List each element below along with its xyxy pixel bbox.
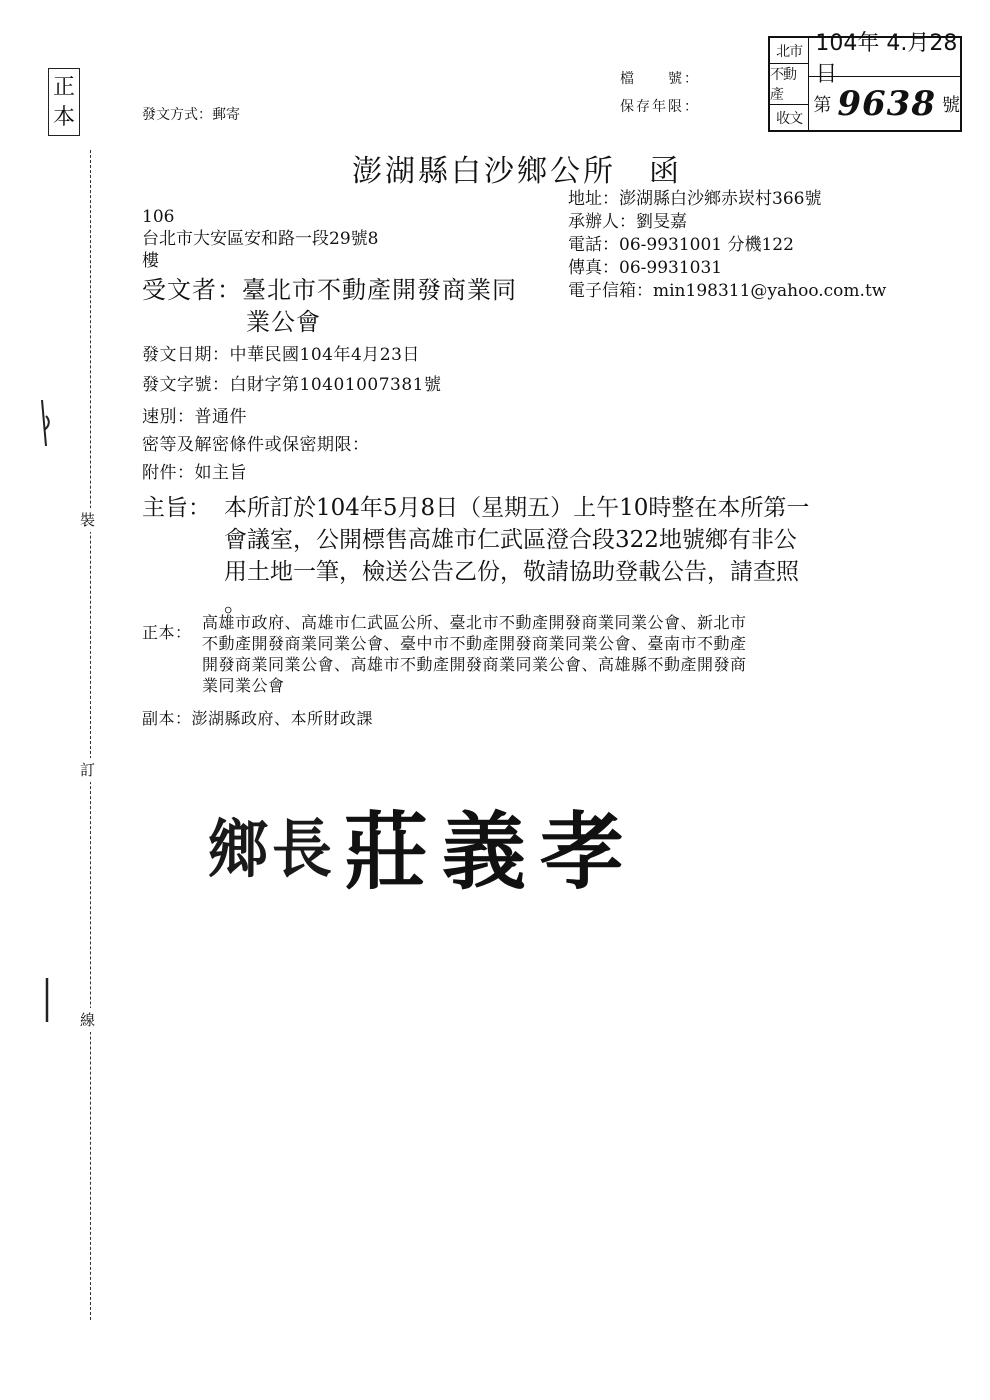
recipient-address-line: 台北市大安區安和路一段29號8 bbox=[142, 229, 379, 249]
original-recipients-line: 高雄市政府、高雄市仁武區公所、臺北市不動產開發商業同業公會、新北市 bbox=[202, 613, 747, 632]
recipient-name: 臺北市不動產開發商業同 bbox=[242, 276, 517, 304]
subject-line: 本所訂於104年5月8日（星期五）上午10時整在本所第一 bbox=[224, 495, 810, 521]
sender-address: 地址：澎湖縣白沙鄉赤崁村366號 bbox=[568, 189, 822, 209]
original-recipients-line: 不動產開發商業同業公會、臺中市不動產開發商業同業公會、臺南市不動產 bbox=[202, 634, 747, 653]
recipient-label: 受文者： bbox=[142, 276, 242, 304]
stamp-number: 9638 bbox=[837, 83, 936, 124]
recipient-zip: 106 bbox=[142, 207, 175, 227]
signature-name: 莊義孝 bbox=[344, 801, 639, 901]
original-recipients-label: 正本： bbox=[142, 623, 192, 642]
document-title: 澎湖縣白沙鄉公所 函 bbox=[352, 154, 682, 189]
original-recipients bbox=[202, 612, 747, 696]
sender-fax: 傳真：06-9931031 bbox=[568, 258, 723, 278]
sender-phone: 電話：06-9931001 分機122 bbox=[568, 235, 794, 255]
pen-stroke-icon bbox=[40, 976, 54, 1026]
original-recipients-line: 業同業公會 bbox=[202, 676, 285, 695]
original-copy-label: 正本 bbox=[48, 68, 80, 136]
stamp-date: 104年 4.月28日 bbox=[809, 38, 960, 77]
pen-mark-icon bbox=[36, 396, 56, 452]
file-number-label: 檔 號： bbox=[620, 71, 700, 87]
receipt-stamp bbox=[768, 31, 962, 132]
stamp-org-line: 北市 bbox=[770, 38, 808, 64]
binding-mark-xian: 線 bbox=[80, 1008, 95, 1032]
dispatch-method: 發文方式：郵寄 bbox=[142, 107, 240, 123]
subject-line: 會議室，公開標售高雄市仁武區澄合段322地號鄉有非公 bbox=[224, 527, 797, 553]
recipient-address bbox=[142, 206, 378, 272]
subject-line: 。 bbox=[224, 591, 247, 617]
copy-recipients-label: 副本： bbox=[142, 709, 192, 728]
binding-mark-ding: 訂 bbox=[80, 758, 95, 782]
sender-email: 電子信箱：min198311@yahoo.com.tw bbox=[568, 281, 887, 301]
binding-mark-zhuang: 裝 bbox=[80, 508, 95, 532]
attachment: 附件：如主旨 bbox=[142, 463, 247, 483]
issue-date: 發文日期：中華民國104年4月23日 bbox=[142, 345, 420, 365]
subject-body bbox=[224, 492, 809, 620]
recipient-name-cont: 業公會 bbox=[246, 308, 321, 336]
subject-line: 用土地一筆，檢送公告乙份，敬請協助登載公告，請查照 bbox=[224, 559, 799, 585]
subject-label: 主旨： bbox=[142, 495, 211, 521]
delivery-speed: 速別：普通件 bbox=[142, 407, 247, 427]
sender-officer: 承辦人：劉旻嘉 bbox=[568, 212, 687, 232]
stamp-org-line: 不動產 bbox=[770, 64, 808, 105]
copy-recipients bbox=[142, 708, 373, 729]
document-number: 發文字號：白財字第10401007381號 bbox=[142, 375, 442, 395]
signature-stamp bbox=[208, 790, 638, 900]
retention-period-label: 保存年限： bbox=[620, 99, 700, 115]
stamp-org-column bbox=[770, 38, 809, 130]
recipient bbox=[142, 274, 517, 306]
stamp-org-line: 收文 bbox=[776, 110, 803, 127]
stamp-number-row: 第 9638 號 bbox=[813, 83, 960, 124]
binding-dashed-line bbox=[90, 150, 91, 1320]
copy-recipients-value: 澎湖縣政府、本所財政課 bbox=[191, 709, 374, 728]
signature-title: 鄉長 bbox=[208, 813, 336, 887]
sender-contact bbox=[568, 188, 886, 303]
security-level: 密等及解密條件或保密期限： bbox=[142, 435, 370, 455]
original-recipients-line: 開發商業同業公會、高雄市不動產開發商業同業公會、高雄縣不動產開發商 bbox=[202, 655, 747, 674]
recipient-address-line: 樓 bbox=[142, 251, 159, 271]
